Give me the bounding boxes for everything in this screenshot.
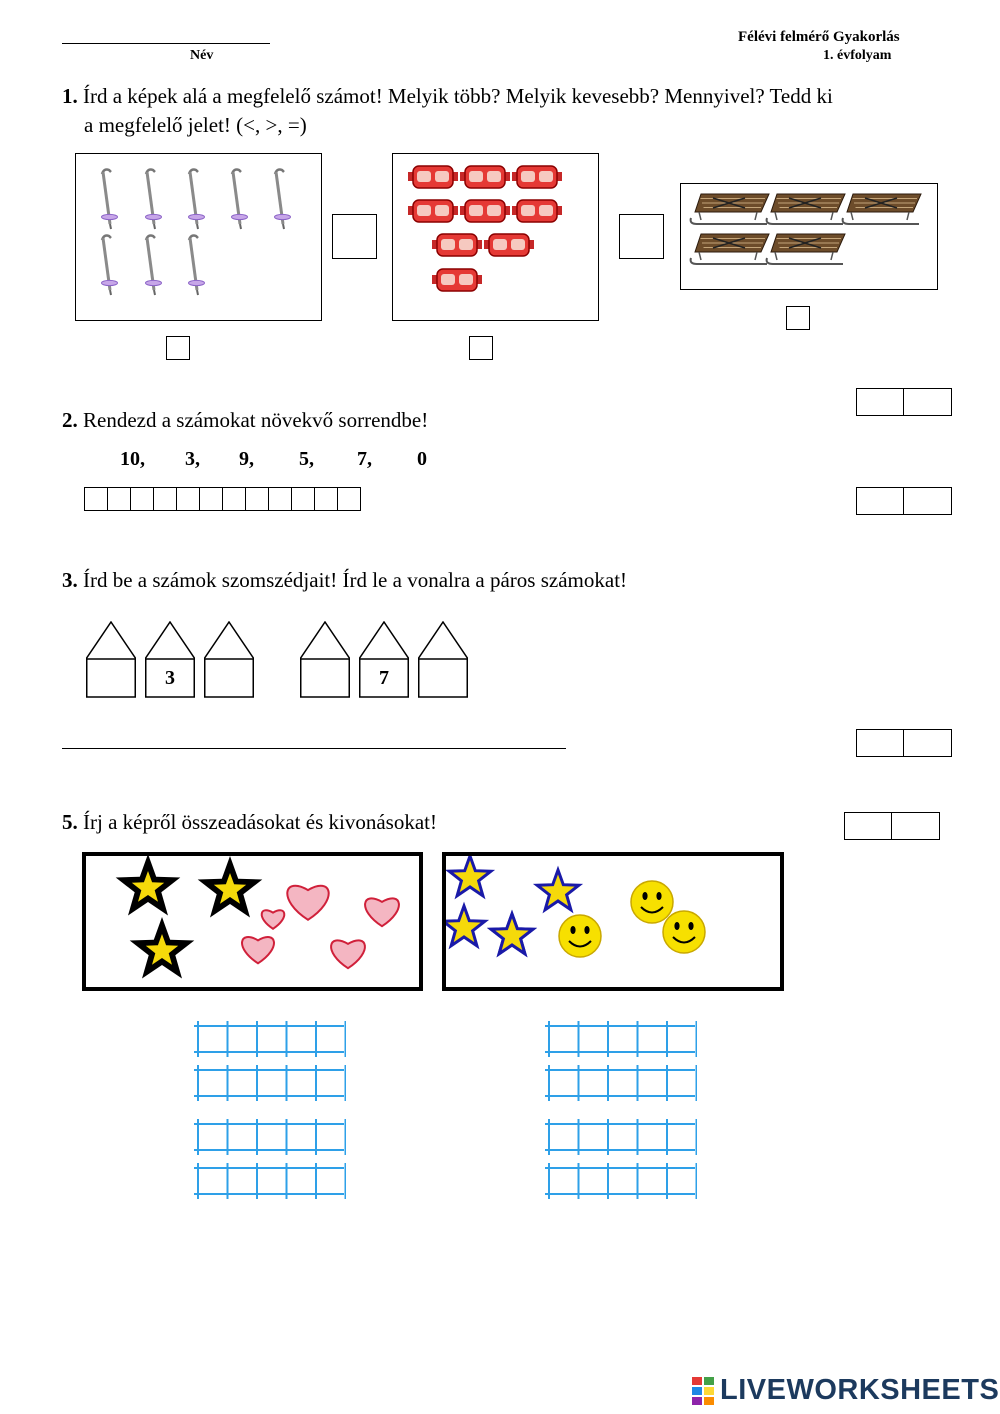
task1-instruction: 1. Írd a képek alá a megfelelő számot! Melyik több? Melyik kevesebb? Mennyivel? Tedd ki a megfelelő jelet! (<, >, =) (62, 84, 833, 137)
answer-cell[interactable] (222, 487, 246, 511)
sorted-answer-cells[interactable] (85, 487, 361, 511)
answer-grid-right[interactable] (543, 1020, 697, 1206)
smiley-icon (559, 915, 601, 957)
ski-goggles-icon (432, 234, 482, 256)
ski-pole-icon (146, 236, 162, 296)
task5-score-box[interactable] (844, 812, 940, 840)
task2-score-box[interactable] (856, 487, 952, 515)
heart-icon (242, 937, 274, 963)
ski-pole-icon (102, 170, 118, 230)
task2-instruction: 2. Rendezd a számokat növekvő sorrendbe! (62, 408, 429, 432)
ski-goggles-icon (484, 234, 534, 256)
answer-cell[interactable] (130, 487, 154, 511)
ski-goggles-icon (512, 166, 562, 188)
sort-number: 9, (239, 448, 254, 470)
ski-pole-icon (146, 170, 162, 230)
star-smiley-icons (446, 856, 780, 987)
heart-icon (331, 940, 365, 968)
sled-icon (843, 194, 921, 224)
smiley-icon (631, 881, 673, 923)
ski-goggles-icon (460, 200, 510, 222)
answer-cell[interactable] (107, 487, 131, 511)
sled-icon (767, 194, 845, 224)
answer-cell[interactable] (84, 487, 108, 511)
answer-grid-left[interactable] (192, 1020, 346, 1206)
even-numbers-line[interactable] (62, 748, 566, 749)
sled-icon (691, 234, 769, 264)
blue-star-icon (491, 914, 533, 954)
ski-poles-picture (75, 153, 322, 321)
logo-icon (692, 1377, 714, 1405)
grade-label: 1. évfolyam (823, 48, 892, 63)
name-label: Név (190, 48, 214, 63)
house-number: 3 (165, 667, 175, 689)
answer-cell[interactable] (337, 487, 361, 511)
smiley-icon (663, 911, 705, 953)
compare-sign-box-2[interactable] (619, 214, 664, 259)
answer-cell[interactable] (199, 487, 223, 511)
task1-score-box[interactable] (856, 388, 952, 416)
heart-icon (287, 886, 328, 920)
goggles-picture (392, 153, 599, 321)
stars-hearts-picture (82, 852, 423, 991)
sort-number: 10, (120, 448, 145, 470)
goggles-count-box[interactable] (469, 336, 493, 360)
answer-cell[interactable] (176, 487, 200, 511)
ski-goggles-icon (408, 166, 458, 188)
number-house[interactable] (300, 621, 350, 699)
ski-pole-icon (102, 236, 118, 296)
compare-sign-box-1[interactable] (332, 214, 377, 259)
ski-goggles-icon (512, 200, 562, 222)
name-line[interactable] (62, 43, 270, 44)
task5-instruction: 5. Írj a képről összeadásokat és kivonásokat! (62, 810, 437, 834)
sleds-count-box[interactable] (786, 306, 810, 330)
number-house[interactable] (204, 621, 254, 699)
ski-pole-icon (232, 170, 248, 230)
blue-star-icon (537, 870, 579, 910)
ski-pole-icon (189, 170, 205, 230)
ski-goggles-icon (393, 154, 597, 319)
task3-instruction: 3. Írd be a számok szomszédjait! Írd le a vonalra a páros számokat! (62, 568, 628, 592)
ski-pole-icon (275, 170, 291, 230)
answer-cell[interactable] (314, 487, 338, 511)
blue-star-icon (446, 906, 485, 946)
answer-cell[interactable] (268, 487, 292, 511)
answer-cell[interactable] (153, 487, 177, 511)
sort-number: 3, (185, 448, 200, 470)
star-heart-icons (86, 856, 419, 987)
sort-number: 5, (299, 448, 314, 470)
ski-goggles-icon (408, 200, 458, 222)
sort-number: 0 (417, 448, 427, 470)
house-number: 7 (379, 667, 389, 689)
heart-icon (262, 910, 285, 929)
blue-star-icon (449, 856, 491, 896)
answer-cell[interactable] (291, 487, 315, 511)
ski-pole-icon (189, 236, 205, 296)
number-house (359, 621, 409, 699)
ski-goggles-icon (432, 269, 482, 291)
sleds-picture (680, 183, 938, 290)
ski-poles-count-box[interactable] (166, 336, 190, 360)
worksheet-title: Félévi felmérő Gyakorlás (738, 29, 900, 45)
stars-smileys-picture (442, 852, 784, 991)
sled-icon (691, 194, 769, 224)
answer-cell[interactable] (245, 487, 269, 511)
number-house[interactable] (86, 621, 136, 699)
liveworksheets-logo: LIVEWORKSHEETS (692, 1374, 999, 1407)
sled-icon (767, 234, 845, 264)
ski-pole-icon (76, 154, 320, 319)
number-house[interactable] (418, 621, 468, 699)
sort-number: 7, (357, 448, 372, 470)
ski-goggles-icon (460, 166, 510, 188)
task3-score-box[interactable] (856, 729, 952, 757)
sled-icon (681, 184, 936, 288)
heart-icon (365, 898, 399, 926)
number-house (145, 621, 195, 699)
numbers-to-sort (120, 448, 427, 471)
